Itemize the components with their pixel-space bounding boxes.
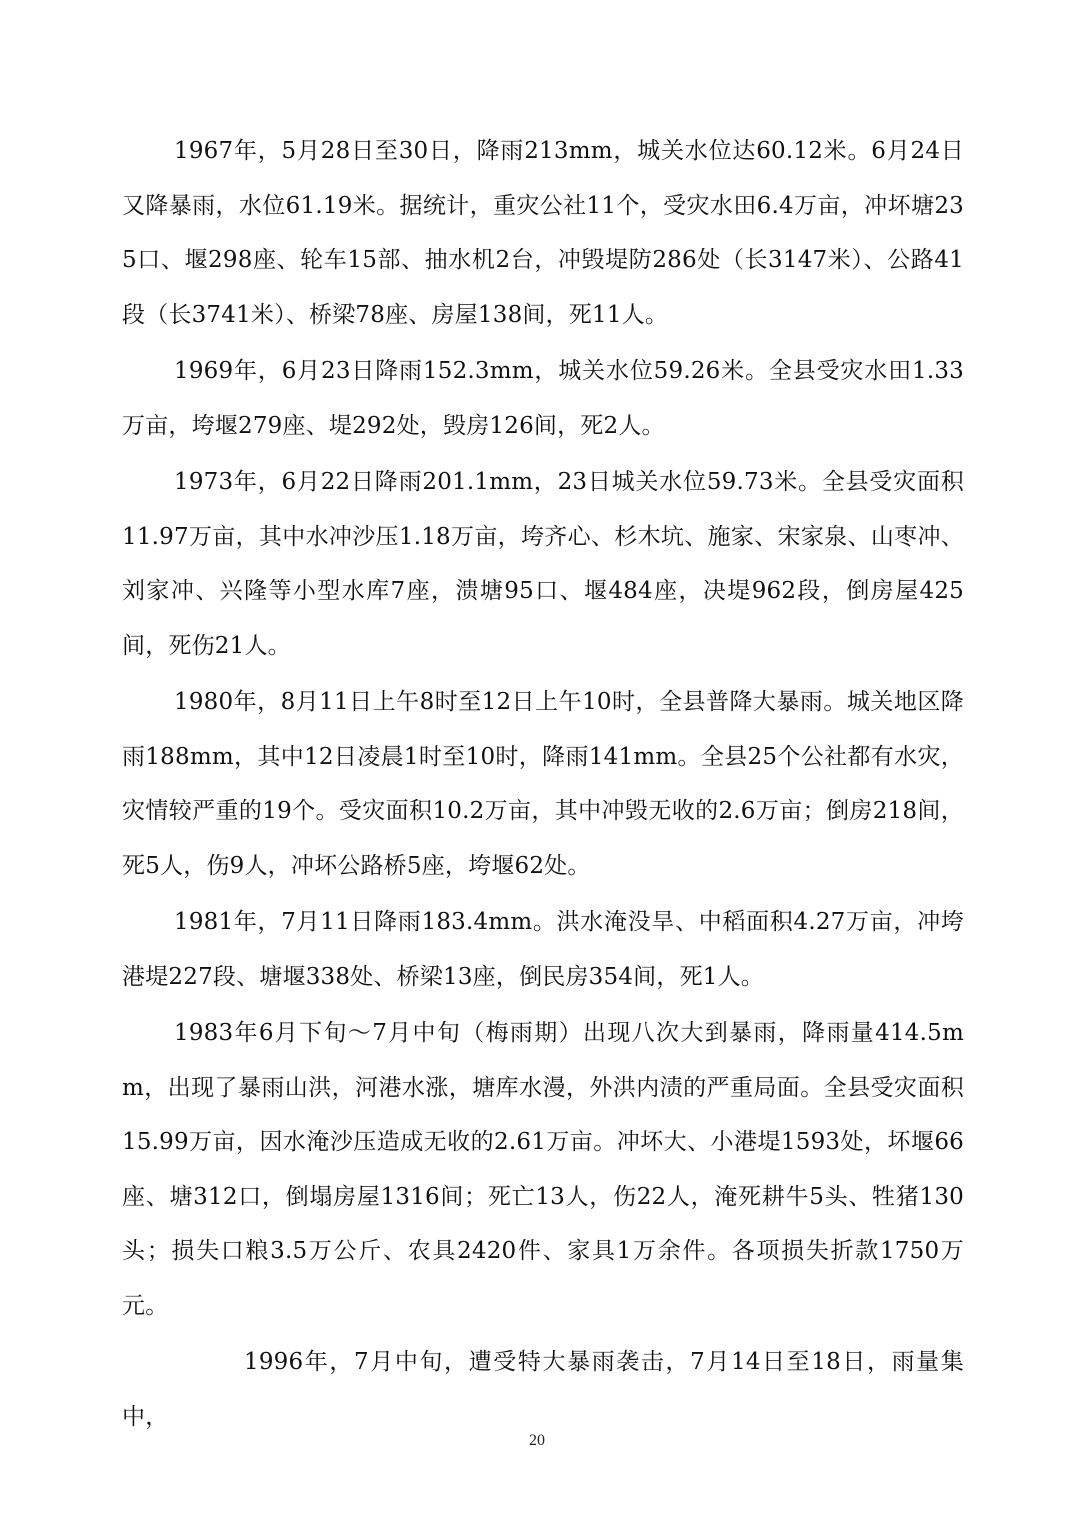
body-text	[122, 124, 964, 1446]
paragraph-1980: 1980年，8月11日上午8时至12日上午10时，全县普降大暴雨。城关地区降雨188mm，其中12日凌晨1时至10时，降雨141mm。全县25个公社都有水灾，灾情较严重的19个。受灾面积10.2万亩，其中冲毁无收的2.6万亩；倒房218间，死5人，伤9人，冲坏公路桥5座，垮堰62处。	[122, 689, 964, 879]
paragraph-1983: 1983年6月下旬～7月中旬（梅雨期）出现八次大到暴雨，降雨量414.5mm，出现了暴雨山洪，河港水涨，塘库水漫，外洪内渍的严重局面。全县受灾面积15.99万亩，因水淹沙压造成无收的2.61万亩。冲坏大、小港堤1593处，坏堰66座、塘312口，倒塌房屋1316间；死亡13人，伤22人，淹死耕牛5头、牲猪130头；损失口粮3.5万公斤、农具2420件、家具1万余件。各项损失折款1750万元。	[122, 1020, 964, 1319]
paragraph-1996: 1996年，7月中旬，遭受特大暴雨袭击，7月14日至18日，雨量集中，	[122, 1349, 964, 1430]
paragraph-1967: 1967年，5月28日至30日，降雨213mm，城关水位达60.12米。6月24日又降暴雨，水位61.19米。据统计，重灾公社11个，受灾水田6.4万亩，冲坏塘235口、堰298座、轮车15部、抽水机2台，冲毁堤防286处（长3147米）、公路41段（长3741米）、桥梁78座、房屋138间，死11人。	[122, 138, 964, 328]
paragraph-1981: 1981年，7月11日降雨183.4mm。洪水淹没旱、中稻面积4.27万亩，冲垮港堤227段、塘堰338处、桥梁13座，倒民房354间，死1人。	[122, 909, 964, 990]
page-number: 20	[529, 1432, 545, 1449]
paragraph-1973: 1973年，6月22日降雨201.1mm，23日城关水位59.73米。全县受灾面积11.97万亩，其中水冲沙压1.18万亩，垮齐心、杉木坑、施家、宋家泉、山枣冲、刘家冲、兴隆等小型水库7座，溃塘95口、堰484座，决堤962段，倒房屋425间，死伤21人。	[122, 469, 964, 659]
paragraph-1969: 1969年，6月23日降雨152.3mm，城关水位59.26米。全县受灾水田1.33万亩，垮堰279座、堤292处，毁房126间，死2人。	[122, 358, 964, 439]
